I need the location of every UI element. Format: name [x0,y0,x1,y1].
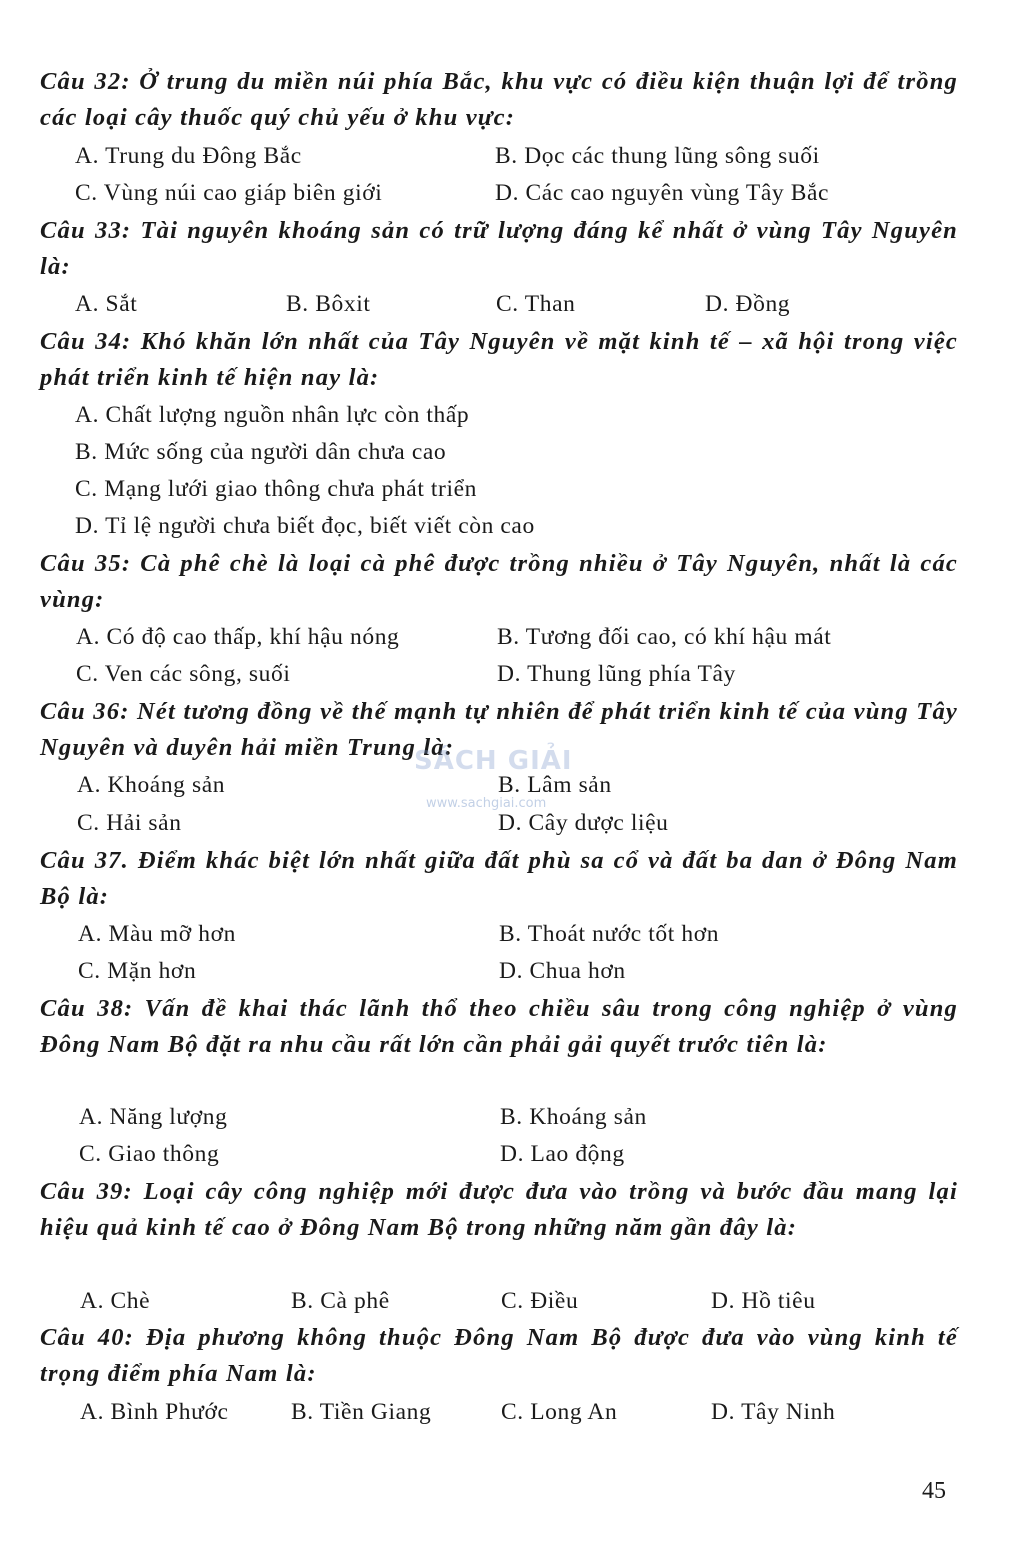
option-38a: A. Năng lượng [79,1104,228,1130]
option-36b: B. Lâm sản [498,772,612,798]
option-40a: A. Bình Phước [80,1399,229,1425]
option-40d: D. Tây Ninh [711,1399,836,1425]
option-37d: D. Chua hơn [499,958,626,984]
option-33d: D. Đồng [705,291,791,317]
option-34b: B. Mức sống của người dân chưa cao [75,439,447,465]
option-32c: C. Vùng núi cao giáp biên giới [75,180,383,206]
option-33c: C. Than [496,291,576,317]
option-39a: A. Chè [80,1288,151,1314]
option-35b: B. Tương đối cao, có khí hậu mát [497,624,832,650]
option-34c: C. Mạng lưới giao thông chưa phát triển [75,476,477,502]
option-32a: A. Trung du Đông Bắc [75,143,302,169]
watermark-url: www.sachgiai.com [426,796,547,811]
option-39c: C. Điều [501,1288,579,1314]
option-37b: B. Thoát nước tốt hơn [499,921,720,947]
question-34: Câu 34: Khó khăn lớn nhất của Tây Nguyên về mặt kinh tế – xã hội trong việc phát triển kinh tế hiện nay là: [40,328,958,391]
option-36a: A. Khoáng sản [77,772,226,798]
question-39: Câu 39: Loại cây công nghiệp mới được đưa vào trồng và bước đầu mang lại hiệu quả kinh tế cao ở Đông Nam Bộ trong những năm gần đây là: [40,1178,958,1241]
question-40: Câu 40: Địa phương không thuộc Đông Nam Bộ được đưa vào vùng kinh tế trọng điểm phía Nam là: [40,1324,958,1387]
question-33: Câu 33: Tài nguyên khoáng sản có trữ lượng đáng kể nhất ở vùng Tây Nguyên là: [40,217,958,280]
option-36c: C. Hải sản [77,810,182,836]
option-33a: A. Sắt [75,291,138,317]
option-36d: D. Cây dược liệu [498,810,669,836]
option-37a: A. Màu mỡ hơn [78,921,236,947]
option-34d: D. Tỉ lệ người chưa biết đọc, biết viết còn cao [75,513,535,539]
option-35c: C. Ven các sông, suối [76,661,291,687]
question-38: Câu 38: Vấn đề khai thác lãnh thổ theo chiều sâu trong công nghiệp ở vùng Đông Nam Bộ đặt ra nhu cầu rất lớn cần phải gải quyết trước tiên là: [40,995,958,1058]
watermark-logo: SÁCH GIẢI [414,746,573,776]
watermark [408,738,638,828]
option-32d: D. Các cao nguyên vùng Tây Bắc [495,180,830,206]
option-39b: B. Cà phê [291,1288,390,1314]
question-36: Câu 36: Nét tương đồng về thế mạnh tự nhiên để phát triển kinh tế của vùng Tây Nguyên và duyên hải miền Trung là: [40,698,958,761]
option-40c: C. Long An [501,1399,618,1425]
option-38d: D. Lao động [500,1141,625,1167]
option-38c: C. Giao thông [79,1141,220,1167]
option-37c: C. Mặn hơn [78,958,197,984]
option-35a: A. Có độ cao thấp, khí hậu nóng [76,624,400,650]
option-35d: D. Thung lũng phía Tây [497,661,736,687]
question-37: Câu 37. Điểm khác biệt lớn nhất giữa đất phù sa cổ và đất ba dan ở Đông Nam Bộ là: [40,847,958,910]
page-number: 45 [922,1478,946,1504]
option-39d: D. Hồ tiêu [711,1288,816,1314]
question-32: Câu 32: Ở trung du miền núi phía Bắc, khu vực có điều kiện thuận lợi để trồng các loại cây thuốc quý chủ yếu ở khu vực: [40,68,958,131]
option-34a: A. Chất lượng nguồn nhân lực còn thấp [75,402,470,428]
question-35: Câu 35: Cà phê chè là loại cà phê được trồng nhiều ở Tây Nguyên, nhất là các vùng: [40,550,958,613]
option-32b: B. Dọc các thung lũng sông suối [495,143,820,169]
option-33b: B. Bôxit [286,291,371,317]
option-38b: B. Khoáng sản [500,1104,647,1130]
option-40b: B. Tiền Giang [291,1399,432,1425]
